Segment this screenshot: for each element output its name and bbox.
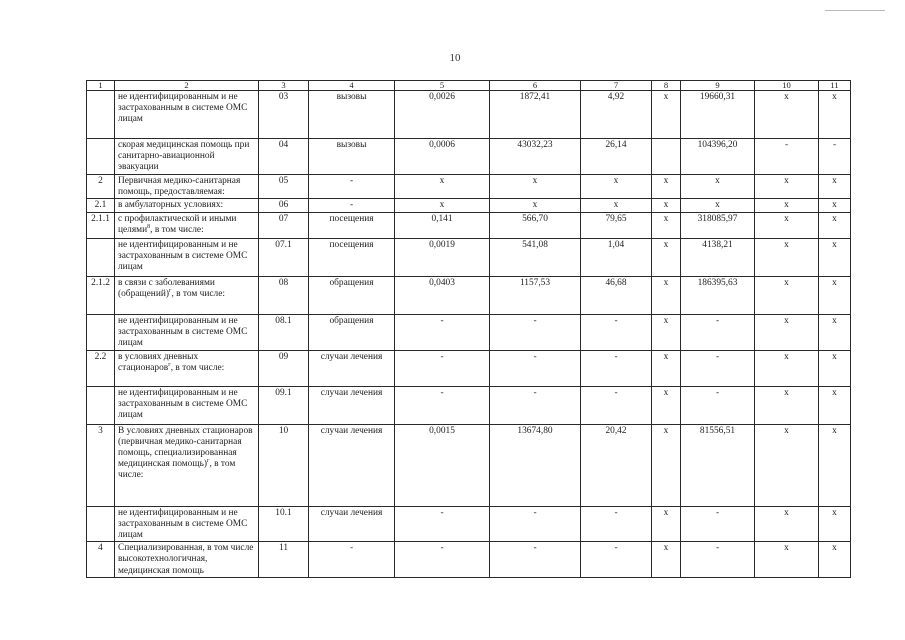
value-col-9: 4138,21 [681,238,755,276]
value-col-9: 318085,97 [681,212,755,238]
row-unit: - [309,175,395,199]
value-col-10: x [755,424,819,506]
row-unit: случаи лечения [309,386,395,424]
value-col-6: 1872,41 [490,91,581,139]
value-col-8: x [652,238,681,276]
value-col-5: 0,0403 [395,276,490,314]
value-col-5: - [395,506,490,542]
row-description [115,424,259,506]
value-col-8: x [652,212,681,238]
value-col-6: - [490,350,581,386]
row-code: 10 [259,424,309,506]
table-row [87,350,851,386]
value-col-9: - [681,350,755,386]
row-description [115,175,259,199]
row-description [115,212,259,238]
value-col-11: x [819,424,851,506]
value-col-7: - [581,542,652,578]
value-col-7: 46,68 [581,276,652,314]
column-number: 9 [681,81,755,91]
description-tail: , в том числе: [118,459,236,481]
value-col-7: 4,92 [581,91,652,139]
table-row [87,139,851,175]
table-row [87,199,851,212]
table-row [87,212,851,238]
description-text: Первичная медико-санитарная помощь, предоставляемая: [118,176,241,198]
value-col-7: x [581,175,652,199]
row-code: 09.1 [259,386,309,424]
row-number: 2.2 [87,350,115,386]
value-col-5: - [395,350,490,386]
value-col-5: 0,0015 [395,424,490,506]
row-unit: случаи лечения [309,350,395,386]
footnote-mark: г [168,287,172,294]
row-number [87,238,115,276]
column-number: 1 [87,81,115,91]
row-number: 2.1.2 [87,276,115,314]
table-row [87,314,851,350]
column-number-row [87,81,851,91]
description-text: Специализированная, в том числе высокотехнологичная, медицинская помощь [118,543,254,576]
tariff-table [86,80,851,578]
row-description [115,350,259,386]
value-col-6: 1157,53 [490,276,581,314]
value-col-7: 26,14 [581,139,652,175]
value-col-10: x [755,314,819,350]
value-col-10: x [755,91,819,139]
value-col-5: 0,0019 [395,238,490,276]
value-col-8: x [652,276,681,314]
row-description [115,276,259,314]
value-col-8: x [652,199,681,212]
value-col-11: x [819,314,851,350]
row-code: 10.1 [259,506,309,542]
value-col-9: - [681,506,755,542]
value-col-10: x [755,238,819,276]
value-col-6: 566,70 [490,212,581,238]
value-col-7: - [581,350,652,386]
value-col-11: x [819,91,851,139]
value-col-6: - [490,506,581,542]
value-col-8: x [652,314,681,350]
table-row [87,506,851,542]
description-text: не идентифицированным и не застрахованным в системе ОМС лицам [118,387,248,421]
description-text: не идентифицированным и не застрахованным в системе ОМС лицам [118,239,248,273]
row-code: 06 [259,199,309,212]
value-col-7: 79,65 [581,212,652,238]
value-col-5: x [395,175,490,199]
description-text: в условиях дневных стационаров [118,351,199,373]
value-col-10: x [755,199,819,212]
value-col-8: x [652,424,681,506]
value-col-10: x [755,276,819,314]
description-text: с профилактической и иными целями [118,213,237,235]
value-col-7: 1,04 [581,238,652,276]
value-col-5: 0,0026 [395,91,490,139]
value-col-10: x [755,212,819,238]
value-col-5: x [395,199,490,212]
description-tail: , в том числе: [170,362,225,373]
row-description [115,238,259,276]
value-col-5: 0,141 [395,212,490,238]
row-code: 08.1 [259,314,309,350]
description-text: скорая медицинская помощь при санитарно-авиационной эвакуации [118,140,250,173]
column-number: 3 [259,81,309,91]
table-row [87,276,851,314]
column-number: 8 [652,81,681,91]
value-col-9: x [681,199,755,212]
value-col-6: - [490,386,581,424]
value-col-11: x [819,212,851,238]
value-col-10: - [755,139,819,175]
description-text: не идентифицированным и не застрахованным в системе ОМС лицам [118,507,248,541]
description-tail: , в том числе: [171,288,226,299]
row-description [115,199,259,212]
row-number [87,506,115,542]
column-number: 6 [490,81,581,91]
value-col-9: 186395,63 [681,276,755,314]
description-tail: , в том числе: [150,224,204,235]
row-unit: вызовы [309,91,395,139]
page-number: 10 [449,52,461,64]
value-col-7: - [581,386,652,424]
description-text: В условиях дневных стационаров (первичная медико-санитарная помощь, специализированная медицинская помощь) [118,425,253,470]
row-unit: обращения [309,314,395,350]
value-col-6: - [490,314,581,350]
value-col-11: x [819,542,851,578]
value-col-7: x [581,199,652,212]
value-col-8: x [652,350,681,386]
value-col-8 [652,139,681,175]
value-col-11: x [819,175,851,199]
column-number: 2 [115,81,259,91]
row-number [87,91,115,139]
value-col-9: 104396,20 [681,139,755,175]
row-code: 04 [259,139,309,175]
row-description [115,386,259,424]
value-col-10: x [755,350,819,386]
row-unit: случаи лечения [309,506,395,542]
footnote-mark: г [168,361,171,368]
value-col-11: x [819,276,851,314]
row-number: 2.1.1 [87,212,115,238]
row-unit: - [309,199,395,212]
value-col-8: x [652,175,681,199]
row-unit: - [309,542,395,578]
row-number [87,386,115,424]
value-col-9: - [681,542,755,578]
description-text: в амбулаторных условиях: [118,200,224,211]
value-col-8: x [652,91,681,139]
value-col-10: x [755,506,819,542]
value-col-11: - [819,139,851,175]
value-col-9: - [681,314,755,350]
row-description [115,139,259,175]
row-description [115,314,259,350]
row-code: 07.1 [259,238,309,276]
value-col-10: x [755,542,819,578]
row-unit: посещения [309,238,395,276]
value-col-5: - [395,542,490,578]
description-text: не идентифицированным и не застрахованным в системе ОМС лицам [118,92,248,125]
value-col-5: 0,0006 [395,139,490,175]
value-col-9: - [681,386,755,424]
table-row [87,542,851,578]
row-number [87,139,115,175]
column-number: 11 [819,81,851,91]
row-description [115,506,259,542]
row-code: 09 [259,350,309,386]
table-row [87,424,851,506]
row-description [115,91,259,139]
row-number: 2.1 [87,199,115,212]
description-text: не идентифицированным и не застрахованным в системе ОМС лицам [118,315,248,349]
row-code: 08 [259,276,309,314]
row-description [115,542,259,578]
scan-artifact-line [825,10,885,12]
row-unit: вызовы [309,139,395,175]
row-code: 05 [259,175,309,199]
value-col-7: - [581,314,652,350]
value-col-11: x [819,350,851,386]
value-col-6: 541,08 [490,238,581,276]
value-col-9: 19660,31 [681,91,755,139]
footnote-mark: г [206,458,210,465]
row-unit: обращения [309,276,395,314]
column-number: 7 [581,81,652,91]
table-row [87,386,851,424]
value-col-8: x [652,506,681,542]
value-col-6: - [490,542,581,578]
value-col-6: 13674,80 [490,424,581,506]
row-number: 3 [87,424,115,506]
table-row [87,175,851,199]
table-row [87,238,851,276]
row-code: 11 [259,542,309,578]
row-code: 03 [259,91,309,139]
table-row [87,91,851,139]
description-text: в связи с заболеваниями (обращений) [118,277,215,299]
value-col-6: 43032,23 [490,139,581,175]
row-number [87,314,115,350]
value-col-10: x [755,175,819,199]
column-number: 5 [395,81,490,91]
value-col-5: - [395,386,490,424]
value-col-6: x [490,175,581,199]
value-col-11: x [819,506,851,542]
value-col-9: 81556,51 [681,424,755,506]
value-col-6: x [490,199,581,212]
row-unit: случаи лечения [309,424,395,506]
row-code: 07 [259,212,309,238]
value-col-9: x [681,175,755,199]
row-number: 2 [87,175,115,199]
value-col-5: - [395,314,490,350]
value-col-7: - [581,506,652,542]
value-col-11: x [819,386,851,424]
value-col-11: x [819,199,851,212]
value-col-7: 20,42 [581,424,652,506]
footnote-mark: 8 [147,223,151,230]
value-col-10: x [755,386,819,424]
row-unit: посещения [309,212,395,238]
column-number: 10 [755,81,819,91]
value-col-8: x [652,542,681,578]
value-col-8: x [652,386,681,424]
column-number: 4 [309,81,395,91]
row-number: 4 [87,542,115,578]
value-col-11: x [819,238,851,276]
